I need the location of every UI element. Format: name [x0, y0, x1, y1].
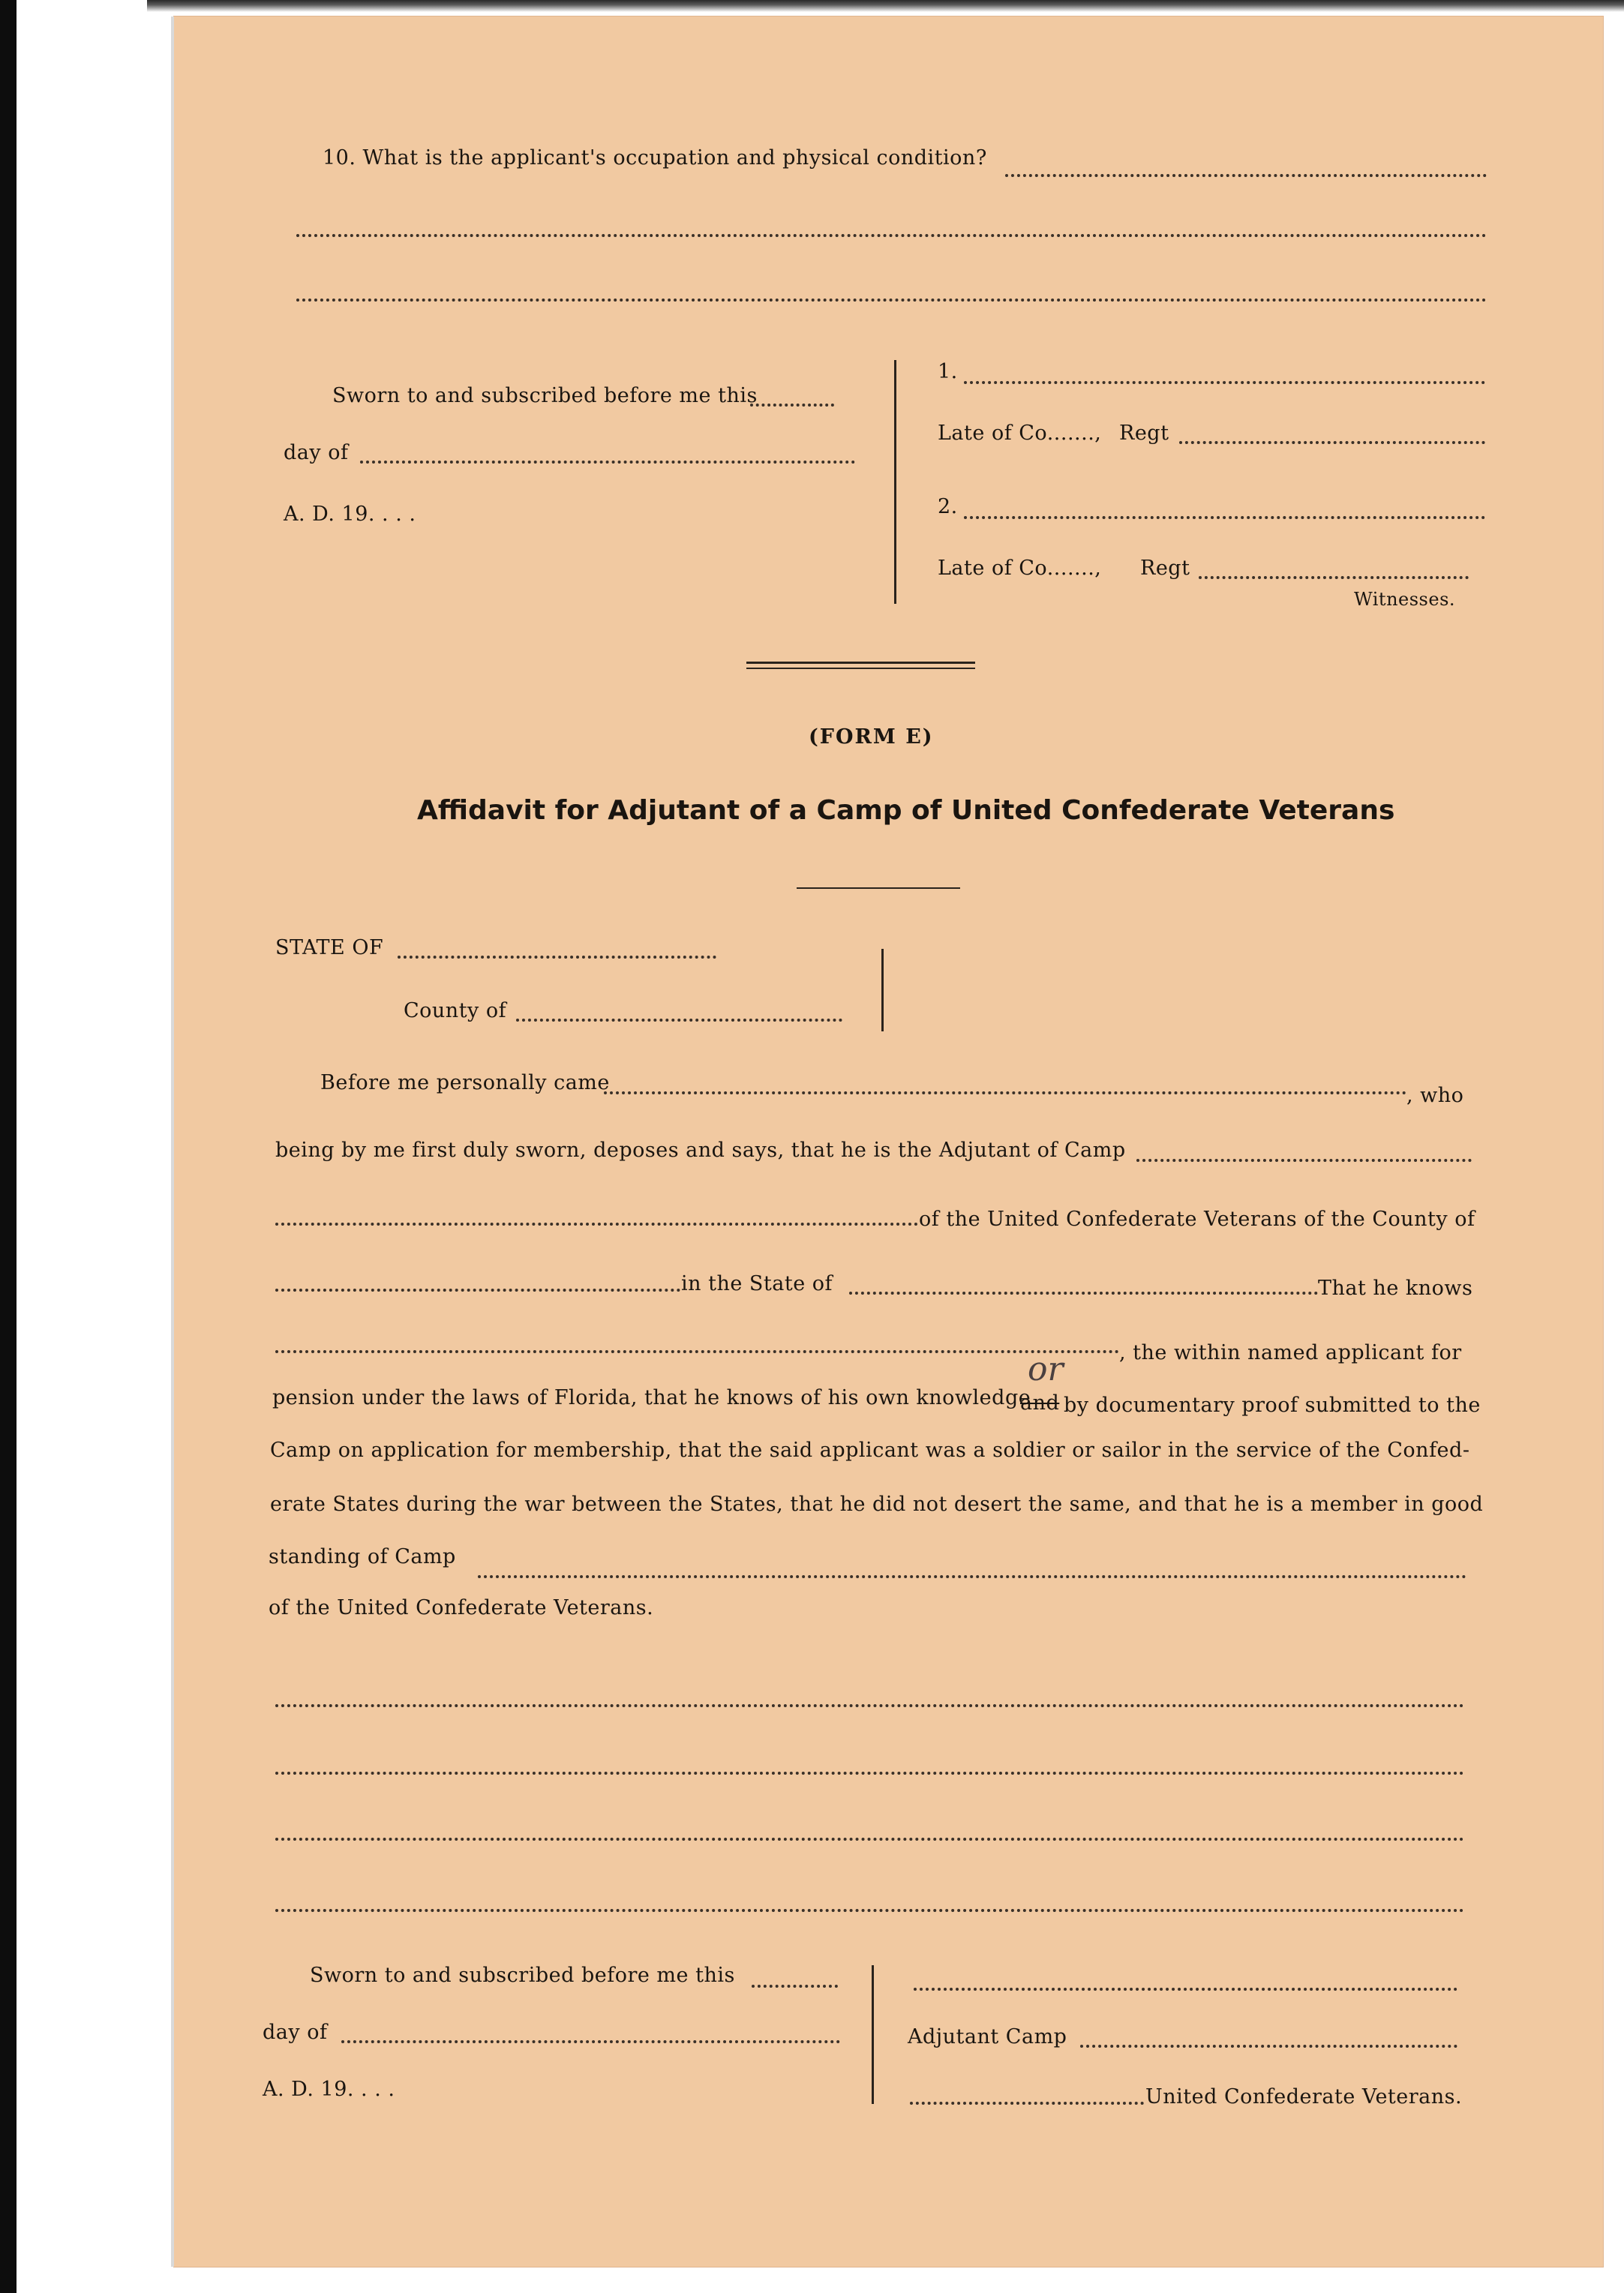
body-line-5-end: , the within named applicant for — [1119, 1341, 1462, 1364]
body-line-3-end: of the United Confederate Veterans of the County of — [919, 1208, 1475, 1231]
bottom-day-of-field[interactable] — [341, 2040, 840, 2043]
adjutant-camp-label: Adjutant Camp — [908, 2025, 1067, 2048]
title-underline — [797, 887, 960, 889]
adjutant-camp-field[interactable] — [1136, 1159, 1472, 1162]
applicant-name-field[interactable] — [275, 1350, 1119, 1353]
witness-1-field[interactable] — [964, 381, 1485, 384]
bottom-sworn-text: Sworn to and subscribed before me this — [310, 1964, 735, 1987]
witness-2-field[interactable] — [964, 516, 1485, 519]
body-line-6-start: pension under the laws of Florida, that he knows of his own knowledge — [272, 1386, 1031, 1409]
answer-10-line-3[interactable] — [296, 299, 1487, 302]
witness-2-company: Late of Co......., — [938, 557, 1102, 580]
section-divider-bottom — [746, 668, 975, 669]
top-sworn-day-field[interactable] — [750, 404, 834, 407]
ucv-camp-field[interactable] — [910, 2102, 1144, 2105]
bottom-ad-year: A. D. 19. . . . — [263, 2078, 395, 2101]
witness-2-label: 2. — [938, 495, 958, 518]
body-line-6-end: by documentary proof submitted to the — [1064, 1394, 1481, 1417]
county-of-field[interactable] — [516, 1019, 842, 1022]
blank-line-4[interactable] — [275, 1909, 1464, 1912]
handwritten-or: or — [1028, 1350, 1064, 1388]
top-day-of: day of — [284, 441, 349, 464]
before-me-text: Before me personally came — [320, 1071, 610, 1094]
section-divider-top — [746, 662, 975, 664]
scan-top-edge — [147, 0, 1624, 12]
body-line-4-end: That he knows — [1318, 1277, 1473, 1300]
form-label: (FORM E) — [809, 725, 934, 749]
state-of-label: STATE OF — [275, 936, 384, 959]
answer-10-line-1[interactable] — [1005, 174, 1487, 177]
bottom-day-of: day of — [263, 2021, 328, 2044]
witness-1-label: 1. — [938, 360, 958, 383]
top-witness-brace — [894, 360, 896, 604]
witnesses-label: Witnesses. — [1354, 589, 1456, 610]
camp-name-field[interactable] — [275, 1223, 918, 1226]
body-line-9: standing of Camp — [269, 1545, 456, 1568]
body-line-7: Camp on application for membership, that the said applicant was a soldier or sailor in the service of the Confed- — [270, 1439, 1470, 1462]
county-name-field[interactable] — [275, 1289, 680, 1292]
witness-2-regt-field[interactable] — [1199, 576, 1469, 579]
blank-line-3[interactable] — [275, 1838, 1464, 1841]
form-title: Affidavit for Adjutant of a Camp of United Confederate Veterans — [417, 795, 1395, 826]
top-sworn-text: Sworn to and subscribed before me this — [332, 384, 758, 407]
blank-line-2[interactable] — [275, 1772, 1464, 1775]
county-of-label: County of — [404, 999, 507, 1022]
bottom-signature-brace — [872, 1965, 874, 2104]
witness-1-company: Late of Co......., — [938, 422, 1102, 445]
body-line-4-mid: in the State of — [681, 1272, 833, 1295]
top-ad-year: A. D. 19. . . . — [284, 503, 416, 526]
answer-10-line-2[interactable] — [296, 234, 1487, 237]
witness-2-regt-label: Regt — [1140, 557, 1190, 580]
question-10: 10. What is the applicant's occupation and physical condition? — [323, 146, 987, 170]
state-of-field[interactable] — [398, 956, 716, 959]
adjutant-signature-field[interactable] — [914, 1988, 1457, 1991]
body-line-8: erate States during the war between the States, that he did not desert the same, and that he is a member in good — [270, 1493, 1484, 1516]
blank-line-1[interactable] — [275, 1704, 1464, 1707]
witness-1-regt-label: Regt — [1119, 422, 1169, 445]
who-text: , who — [1406, 1084, 1464, 1107]
standing-camp-field[interactable] — [478, 1575, 1466, 1578]
scan-left-edge — [0, 0, 17, 2293]
top-day-of-field[interactable] — [360, 461, 855, 464]
body-line-10: of the United Confederate Veterans. — [269, 1596, 654, 1619]
witness-1-regt-field[interactable] — [1179, 441, 1485, 444]
bottom-sworn-day-field[interactable] — [752, 1985, 838, 1988]
affiant-name-field[interactable] — [604, 1091, 1406, 1094]
body-line-2: being by me first duly sworn, deposes and says, that he is the Adjutant of Camp — [275, 1139, 1126, 1162]
venue-brace — [874, 949, 884, 1031]
struck-and: and — [1020, 1391, 1060, 1415]
ucv-label: United Confederate Veterans. — [1145, 2085, 1463, 2108]
adjutant-camp-name-field[interactable] — [1080, 2045, 1457, 2048]
state-name-field[interactable] — [849, 1292, 1318, 1295]
